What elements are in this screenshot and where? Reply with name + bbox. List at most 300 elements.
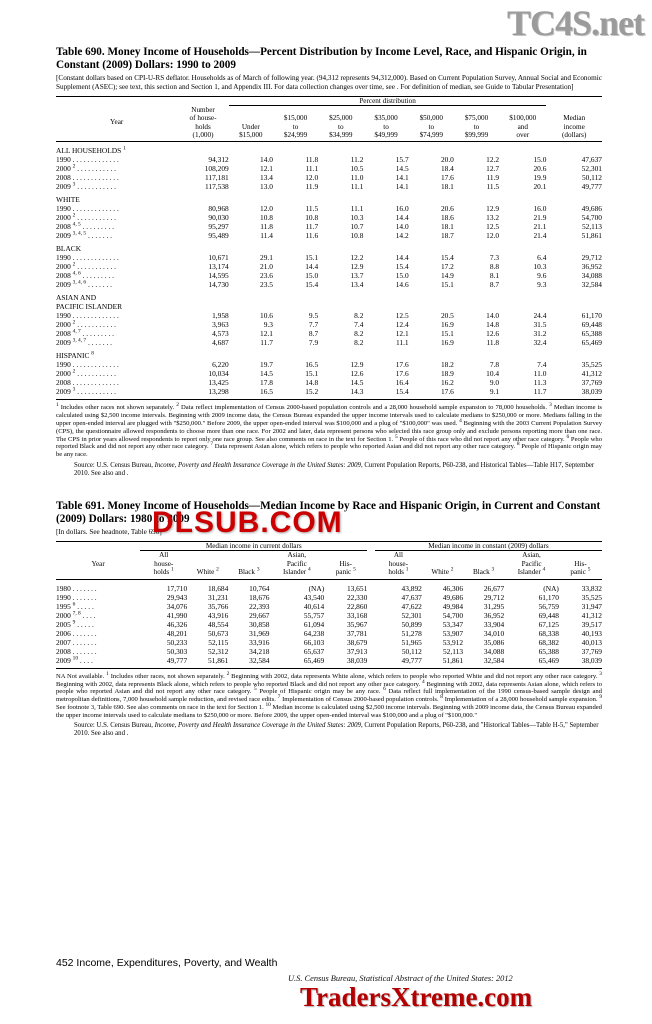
cell-pct-6: 9.6: [537, 271, 547, 281]
cell-constant-0: 50,112: [401, 646, 422, 656]
cell-current-4: 22,330: [346, 592, 368, 602]
col-asian-constant: Asian, Pacific Islander $^4$: [517, 551, 546, 577]
cell-median: 52,301: [581, 164, 602, 174]
cell-year: 1995 $^6$ . . . . .: [56, 601, 94, 611]
cell-current-1: 31,231: [207, 592, 229, 602]
cell-year: 2008 $^{4, 5}$ . . . . . . . . .: [56, 221, 114, 232]
table-row: [56, 231, 602, 240]
cell-pct-4: 16.9: [440, 320, 454, 330]
col-35000-49999: $35,000 to $49,999: [374, 114, 398, 139]
group-header-row: HISPANIC $^8$: [56, 350, 94, 361]
table-690-header-row-1: [56, 97, 602, 106]
cell-pct-1: 12.0: [305, 173, 319, 183]
cell-pct-2: 12.9: [350, 360, 364, 370]
table-row: [56, 164, 602, 173]
cell-year: 2000 $^2$ . . . . . . . . . . .: [56, 163, 116, 174]
cell-pct-2: 13.7: [350, 271, 364, 281]
cell-number: 14,730: [208, 280, 229, 290]
cell-constant-4: 39,517: [581, 619, 602, 629]
cell-pct-5: 7.3: [489, 253, 500, 263]
table-690-source: Source: U.S. Census Bureau, Income, Poverty and Health Insurance Coverage in the United States: 2009, Current Population Reports, P60-238, and Historical Tables—Table H17, September 2010. See also and .: [74, 461, 595, 477]
cell-pct-5: 14.0: [486, 311, 500, 321]
table-691-header-row-2: [56, 551, 602, 577]
cell-pct-0: 29.1: [260, 253, 273, 263]
cell-pct-2: 8.2: [354, 311, 364, 321]
cell-median: 32,584: [581, 280, 602, 290]
col-100000-over: $100,000 and over: [509, 114, 537, 139]
cell-pct-1: 14.8: [305, 378, 319, 388]
col-white-constant: White $^2$: [431, 566, 454, 577]
cell-pct-3: 14.1: [395, 182, 409, 192]
cell-current-0: 50,233: [166, 637, 188, 647]
cell-pct-2: 8.2: [354, 329, 364, 339]
cell-current-1: 51,861: [207, 655, 229, 665]
cell-constant-3: 65,469: [538, 655, 559, 665]
cell-current-0: 48,201: [166, 628, 188, 638]
cell-pct-1: 9.5: [308, 311, 319, 321]
cell-pct-2: 14.5: [350, 378, 364, 388]
cell-constant-3: 65,388: [538, 646, 559, 656]
table-691-bottom-rule: [56, 665, 602, 669]
cell-constant-3: 68,382: [538, 637, 559, 647]
cell-pct-5: 11.9: [486, 173, 500, 183]
cell-constant-2: 26,677: [483, 583, 505, 593]
cell-current-4: 33,168: [346, 610, 368, 620]
col-75000-99999: $75,000 to $99,999: [464, 114, 489, 139]
cell-number: 10,671: [208, 253, 229, 263]
cell-pct-5: 7.8: [489, 360, 500, 370]
cell-median: 29,712: [581, 253, 602, 263]
cell-pct-5: 12.9: [486, 204, 500, 214]
table-690-head: [56, 97, 602, 142]
cell-number: 80,968: [208, 204, 229, 214]
table-row: [56, 253, 602, 262]
cell-year: 1990 . . . . . . .: [56, 592, 97, 602]
cell-constant-0: 47,637: [401, 592, 422, 602]
group-header-row: PACIFIC ISLANDER: [56, 302, 123, 312]
cell-pct-1: 11.5: [305, 204, 319, 214]
cell-pct-4: 15.1: [440, 329, 454, 339]
cell-pct-6: 21.9: [533, 213, 547, 223]
cell-current-4: 22,860: [346, 601, 368, 611]
col-hispanic-constant: His- panic $^5$: [570, 559, 591, 577]
cell-pct-6: 11.3: [533, 378, 547, 388]
table-row: [56, 584, 602, 593]
cell-pct-1: 8.7: [308, 329, 319, 339]
cell-pct-5: 9.1: [489, 387, 500, 397]
table-row: [56, 387, 602, 396]
table-row: [56, 638, 602, 647]
cell-pct-4: 15.1: [440, 280, 454, 290]
cell-number: 108,209: [204, 164, 229, 174]
cell-pct-0: 23.5: [260, 280, 273, 290]
cell-pct-0: 13.0: [260, 182, 273, 192]
table-row: [56, 378, 602, 387]
cell-constant-4: 31,947: [581, 601, 602, 611]
cell-pct-5: 9.0: [489, 378, 500, 388]
cell-pct-2: 10.8: [350, 231, 364, 241]
cell-year: 2000 $^2$ . . . . . . . . . . .: [56, 368, 116, 379]
cell-pct-3: 14.1: [395, 173, 409, 183]
table-690-title: Table 690. Money Income of Households—Percent Distribution by Income Level, Race, and Hispanic Origin, in Constant (2009) Dollars: 1990 to 2009: [56, 46, 587, 71]
cell-constant-4: 41,312: [581, 610, 602, 620]
cell-constant-1: 53,347: [442, 619, 464, 629]
cell-pct-6: 32.4: [533, 338, 547, 348]
table-row: [56, 271, 602, 280]
cell-pct-5: 8.1: [489, 271, 500, 281]
table-row: [56, 280, 602, 289]
cell-pct-0: 10.8: [260, 213, 273, 223]
col-hispanic-current: His- panic $^5$: [335, 559, 356, 577]
cell-pct-0: 14.0: [260, 155, 273, 165]
cell-pct-0: 16.5: [260, 387, 273, 397]
cell-number: 14,595: [208, 271, 229, 281]
table-row: [56, 593, 602, 602]
table-row: [56, 222, 602, 231]
cell-pct-4: 17.6: [440, 173, 454, 183]
cell-year: 2008 $^{4, 6}$ . . . . . . . . .: [56, 270, 114, 281]
cell-pct-0: 12.1: [260, 329, 273, 339]
cell-current-3: 65,469: [303, 655, 325, 665]
watermark-top: TC4S.net: [506, 3, 644, 43]
col-50000-74999: $50,000 to $74,999: [419, 114, 443, 139]
cell-pct-4: 20.5: [440, 311, 454, 321]
group-header-row: WHITE: [56, 195, 80, 205]
cell-year: 1980 . . . . . . .: [56, 583, 97, 593]
cell-pct-3: 16.0: [395, 204, 409, 214]
cell-constant-4: 35,525: [581, 592, 602, 602]
cell-pct-6: 19.9: [533, 173, 547, 183]
cell-pct-3: 11.1: [395, 338, 409, 348]
cell-constant-2: 31,295: [483, 601, 505, 611]
cell-constant-4: 40,193: [581, 628, 602, 638]
cell-year: 2008 . . . . . . . . . . . . .: [56, 378, 119, 388]
cell-pct-3: 16.4: [395, 378, 409, 388]
cell-pct-6: 7.4: [537, 360, 547, 370]
cell-constant-0: 52,301: [401, 610, 422, 620]
cell-current-0: 34,076: [166, 601, 188, 611]
cell-constant-3: (NA): [543, 583, 559, 593]
cell-pct-2: 12.9: [350, 262, 364, 272]
cell-current-0: 29,943: [166, 592, 188, 602]
cell-current-3: 64,238: [303, 628, 325, 638]
cell-pct-0: 9.3: [263, 320, 273, 330]
cell-pct-1: 11.7: [305, 222, 319, 232]
cell-year: 2008 . . . . . . .: [56, 646, 97, 656]
cell-pct-3: 15.4: [395, 387, 409, 397]
cell-constant-2: 33,904: [483, 619, 505, 629]
col-number-households: Number of house- holds (1,000): [189, 105, 217, 139]
cell-pct-6: 15.0: [533, 155, 547, 165]
cell-pct-4: 16.9: [440, 338, 454, 348]
cell-constant-1: 52,113: [442, 646, 464, 656]
cell-pct-0: 11.4: [260, 231, 273, 241]
cell-current-3: 43,540: [303, 592, 325, 602]
cell-number: 13,298: [208, 387, 229, 397]
cell-pct-2: 7.4: [354, 320, 364, 330]
cell-pct-4: 20.0: [440, 155, 454, 165]
cell-pct-3: 15.4: [395, 262, 409, 272]
cell-pct-6: 21.1: [533, 222, 547, 232]
cell-pct-0: 14.5: [260, 369, 273, 379]
cell-pct-1: 7.9: [308, 338, 319, 348]
cell-pct-2: 10.3: [350, 213, 364, 223]
cell-pct-6: 9.3: [537, 280, 547, 290]
cell-pct-3: 12.1: [395, 329, 409, 339]
cell-pct-3: 14.2: [395, 231, 409, 241]
cell-constant-3: 61,170: [538, 592, 559, 602]
cell-pct-5: 11.5: [486, 182, 500, 192]
table-691-footnotes: NA Not available. $^1$ Includes other races, not shown separately. $^2$ Beginning with 2002, data represents White alone, which refers to people who reported White and did not report any other race category. $^3$ Beginning with 2002, data represents Black alone, which refers to people who reported Black and did not report any other race category. $^4$ Beginning with 2002, data represents Asian alone, which refers to people who reported Asian and did not report any other race category. $^5$ People of Hispanic origin may be any race. $^6$ Data reflect full implementation of the 1990 census-based sample design and metropolitan definitions, 7,000 household sample reduction, and revised race edits. $^7$ Implementation of Census 2000-based population controls. $^8$ Implementation of a 28,000 household sample expansion. $^9$ See footnote 3, Table 690. See also comments on race in the text for Section 1. $^{10}$ Median income is calculated using $2,500 income intervals. Beginning with 2009 income data, the Census Bureau expanded the upper income intervals used to calculate medians to $250,000 or more. Before 2009, the upper open-ended interval was $100,000 and a plug of "$100,000.": [56, 670, 603, 719]
cell-median: 38,039: [581, 387, 602, 397]
cell-pct-6: 20.1: [533, 182, 547, 192]
cell-pct-5: 12.5: [486, 222, 500, 232]
col-all-households-constant: All house- holds $^1$: [388, 551, 409, 577]
cell-current-0: 49,777: [166, 655, 188, 665]
cell-median: 54,700: [581, 213, 602, 223]
cell-pct-2: 11.0: [350, 173, 364, 183]
table-row: [56, 656, 602, 665]
cell-pct-2: 12.2: [350, 253, 364, 263]
cell-year: 2009 $^{3, 4, 6}$ . . . . . . .: [56, 279, 112, 290]
table-row: [56, 204, 602, 213]
cell-pct-3: 14.4: [395, 253, 409, 263]
cell-pct-6: 11.7: [533, 387, 547, 397]
cell-pct-4: 18.2: [440, 360, 454, 370]
cell-pct-0: 17.8: [260, 378, 273, 388]
cell-pct-5: 10.4: [486, 369, 500, 379]
table-row: [56, 647, 602, 656]
cell-number: 6,220: [212, 360, 229, 370]
cell-current-0: 17,710: [166, 583, 188, 593]
cell-constant-0: 50,899: [401, 619, 422, 629]
cell-current-4: 13,651: [346, 583, 368, 593]
cell-pct-4: 20.6: [440, 204, 454, 214]
cell-constant-2: 36,952: [483, 610, 505, 620]
cell-pct-4: 17.6: [440, 387, 454, 397]
cell-pct-1: 7.7: [308, 320, 319, 330]
table-row: [56, 611, 602, 620]
cell-current-1: 18,684: [207, 583, 229, 593]
cell-pct-6: 10.3: [533, 262, 547, 272]
cell-pct-4: 18.9: [440, 369, 454, 379]
cell-pct-1: 15.4: [305, 280, 319, 290]
cell-pct-1: 15.0: [305, 271, 319, 281]
cell-median: 41,312: [581, 369, 602, 379]
cell-current-3: 55,757: [303, 610, 325, 620]
col-25000-34999: $25,000 to $34,999: [329, 114, 353, 139]
col-year-691: Year: [91, 559, 105, 568]
table-row: [56, 262, 602, 271]
cell-year: 2007 . . . . . . .: [56, 637, 97, 647]
cell-median: 61,170: [581, 311, 602, 321]
cell-pct-4: 14.9: [440, 271, 454, 281]
table-row: [56, 602, 602, 611]
col-asian-current: Asian, Pacific Islander $^4$: [283, 551, 311, 577]
cell-pct-2: 13.4: [350, 280, 364, 290]
cell-pct-1: 16.5: [305, 360, 319, 370]
cell-pct-4: 16.2: [440, 378, 454, 388]
table-691-head: [56, 542, 602, 579]
cell-current-3: 65,637: [303, 646, 325, 656]
cell-current-4: 37,913: [346, 646, 368, 656]
table-row: [56, 369, 602, 378]
cell-constant-4: 40,013: [581, 637, 602, 647]
cell-constant-4: 38,039: [581, 655, 602, 665]
table-690-footnotes: $^1$ Includes other races not shown separately. $^2$ Data reflect implementation of Census 2000-based population controls and a 28,000 household sample expansion to 78,000 households. $^3$ Median income is calculated using $2,500 income intervals. Beginning with 2009 income data, the Census Bureau expanded the upper income intervals used to calculate medians to $250,000 or more. Medians falling in the upper open-ended interval are plugged with "$250,000." Before 2009, the upper open-ended interval was $100,000 and a plug of "$100,000" was used. $^4$ Beginning with the 2003 Current Population Survey (CPS), the questionnaire allowed respondents to choose more than one race. For 2002 and later, data represent persons who selected this race group only and exclude persons reporting more than one race. The CPS in prior years allowed respondents to report only one race group. See also comments on race in the text for Section 1. $^5$ People of this race who did not report any other race category. $^6$ People who reported Black and did not report any other race category. $^7$ Data represent Asian alone, which refers to people who reported Asian and did not report any other race category. $^8$ People of Hispanic origin may be any race.: [56, 402, 602, 459]
cell-current-2: 22,393: [249, 601, 270, 611]
cell-median: 34,088: [581, 271, 602, 281]
cell-year: 2005 $^9$ . . . . .: [56, 619, 94, 629]
cell-year: 1990 . . . . . . . . . . . . .: [56, 360, 119, 370]
cell-year: 2008 $^{4, 7}$ . . . . . . . . .: [56, 328, 114, 339]
cell-pct-0: 11.7: [260, 338, 273, 348]
cell-pct-1: 11.1: [305, 164, 319, 174]
cell-pct-4: 17.2: [440, 262, 454, 272]
cell-pct-5: 12.7: [486, 164, 500, 174]
cell-current-3: 66,103: [303, 637, 325, 647]
cell-median: 49,686: [581, 204, 602, 214]
cell-number: 90,030: [208, 213, 229, 223]
table-690-header-row-2: [56, 106, 602, 140]
cell-pct-3: 12.4: [395, 320, 409, 330]
cell-pct-5: 14.8: [486, 320, 500, 330]
cell-constant-2: 32,584: [483, 655, 505, 665]
table-691-header-row-1: [56, 542, 602, 551]
table-row: [56, 311, 602, 320]
cell-pct-3: 14.0: [395, 222, 409, 232]
cell-median: 37,769: [581, 378, 602, 388]
cell-year: 2000 $^2$ . . . . . . . . . . .: [56, 212, 116, 223]
page-number-label: 452 Income, Expenditures, Poverty, and Wealth: [56, 957, 278, 969]
cell-number: 117,538: [204, 182, 229, 192]
cell-median: 36,952: [581, 262, 602, 272]
cell-year: 1990 . . . . . . . . . . . . .: [56, 204, 119, 214]
cell-current-0: 41,990: [166, 610, 188, 620]
cell-number: 94,312: [208, 155, 229, 165]
cell-pct-0: 23.6: [260, 271, 273, 281]
cell-constant-1: 51,861: [442, 655, 464, 665]
cell-number: 4,573: [212, 329, 229, 339]
cell-median: 51,861: [581, 231, 602, 241]
cell-current-3: 61,094: [303, 619, 325, 629]
col-white-current: White $^2$: [196, 566, 219, 577]
cell-number: 13,425: [208, 378, 229, 388]
cell-pct-6: 11.0: [533, 369, 547, 379]
table-691-title: Table 691. Money Income of Households—Median Income by Race and Hispanic Origin, in Current and Constant (2009) Dollars: 1980 to 2009: [56, 499, 601, 525]
cell-pct-4: 15.4: [440, 253, 454, 263]
cell-pct-6: 31.5: [533, 320, 547, 330]
cell-pct-5: 11.8: [486, 338, 500, 348]
cell-pct-6: 20.6: [533, 164, 547, 174]
table-row: [56, 320, 602, 329]
cell-current-3: 40,614: [303, 601, 325, 611]
cell-pct-5: 12.0: [486, 231, 500, 241]
cell-number: 1,958: [212, 311, 229, 321]
cell-pct-6: 6.4: [537, 253, 547, 263]
cell-pct-4: 18.1: [440, 222, 454, 232]
cell-pct-0: 13.4: [260, 173, 273, 183]
cell-pct-5: 12.6: [486, 329, 500, 339]
group-header-row: ALL HOUSEHOLDS $^1$: [56, 145, 126, 156]
page-footer: [56, 957, 602, 983]
cell-pct-3: 15.7: [395, 155, 409, 165]
cell-pct-2: 11.1: [350, 204, 364, 214]
cell-pct-6: 16.0: [533, 204, 547, 214]
cell-pct-0: 19.7: [260, 360, 273, 370]
col-group-constant-dollars: Median income in constant (2009) dollars: [375, 542, 602, 551]
cell-pct-2: 11.1: [350, 182, 364, 192]
cell-number: 4,687: [212, 338, 229, 348]
cell-current-2: 33,916: [249, 637, 270, 647]
cell-median: 47,637: [581, 155, 602, 165]
cell-constant-2: 34,010: [483, 628, 505, 638]
group-header-row: ASIAN AND: [56, 293, 97, 303]
col-15000-24999: $15,000 to $24,999: [283, 114, 308, 139]
table-690-bottom-rule: [56, 396, 602, 400]
col-black-constant: Black $^3$: [472, 566, 495, 577]
cell-pct-6: 31.2: [533, 329, 547, 339]
cell-pct-4: 18.1: [440, 182, 454, 192]
cell-median: 50,112: [581, 173, 602, 183]
cell-pct-4: 18.4: [440, 164, 454, 174]
cell-number: 95,297: [208, 222, 229, 232]
cell-pct-2: 10.5: [350, 164, 364, 174]
cell-median: 69,448: [581, 320, 602, 330]
cell-current-1: 43,916: [207, 610, 229, 620]
cell-current-0: 50,303: [166, 646, 188, 656]
table-row: [56, 360, 602, 369]
watermark-bottom: TradersXtreme.com: [300, 982, 533, 1012]
cell-current-2: 29,667: [249, 610, 270, 620]
cell-year: 2009 $^3$ . . . . . . . . . . .: [56, 181, 116, 192]
cell-constant-4: 37,769: [581, 646, 602, 656]
col-year: Year: [110, 118, 124, 127]
cell-current-2: 18,676: [249, 592, 270, 602]
table-691-headnote: [In dollars. See headnote, Table 690]: [56, 527, 162, 536]
col-under-15000: Under $15,000: [239, 122, 263, 139]
cell-pct-1: 11.8: [305, 155, 319, 165]
cell-current-4: 37,781: [346, 628, 368, 638]
cell-pct-3: 17.6: [395, 360, 409, 370]
group-header-row: BLACK: [56, 244, 82, 254]
cell-pct-2: 12.6: [350, 369, 364, 379]
cell-pct-2: 11.2: [350, 155, 364, 165]
cell-constant-1: 46,306: [442, 583, 464, 593]
cell-pct-3: 12.5: [395, 311, 409, 321]
cell-pct-1: 11.6: [305, 231, 319, 241]
document-content: [56, 46, 602, 738]
cell-constant-4: 33,832: [581, 583, 602, 593]
table-691: [56, 541, 602, 668]
cell-median: 35,525: [581, 360, 602, 370]
cell-constant-2: 34,088: [483, 646, 505, 656]
cell-year: 2000 $^2$ . . . . . . . . . . .: [56, 261, 116, 272]
footer-source: U.S. Census Bureau, Statistical Abstract of the United States: 2012: [288, 974, 513, 983]
cell-current-1: 52,312: [207, 646, 229, 656]
cell-constant-1: 49,686: [442, 592, 464, 602]
cell-pct-2: 8.2: [354, 338, 364, 348]
cell-year: 2009 $^3$ . . . . . . . . . . .: [56, 386, 116, 397]
cell-constant-0: 51,965: [401, 637, 422, 647]
table-row: [56, 338, 602, 347]
cell-year: 2000 $^{7, 8}$ . . . .: [56, 610, 96, 620]
cell-pct-1: 15.2: [305, 387, 319, 397]
cell-year: 1990 . . . . . . . . . . . . .: [56, 253, 119, 263]
cell-constant-1: 53,907: [442, 628, 464, 638]
col-group-percent-distribution: Percent distribution: [229, 97, 547, 106]
cell-constant-0: 43,892: [401, 583, 422, 593]
